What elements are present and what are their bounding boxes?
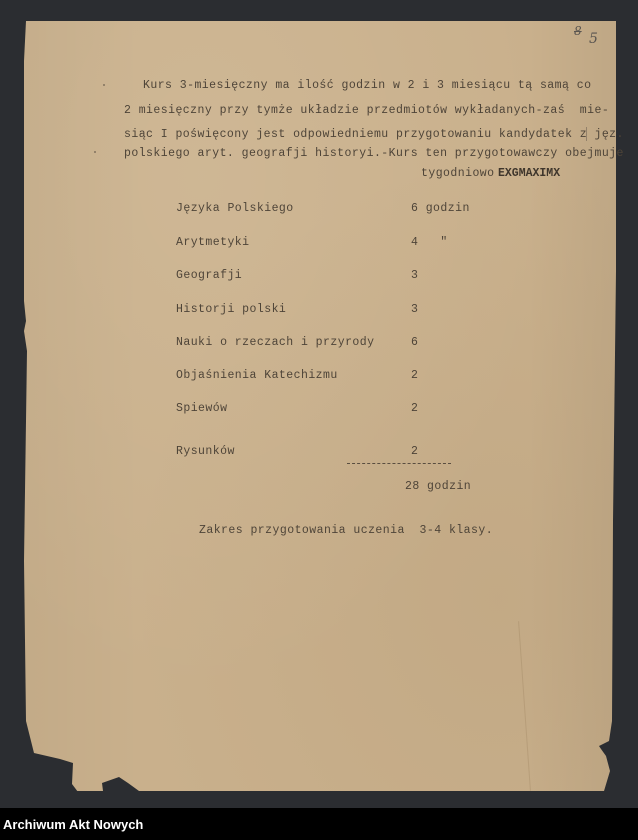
struck-out-text: EXGMAXIMX	[498, 167, 561, 180]
hours-cell: 3	[411, 269, 419, 282]
paragraph-line-2: 2 miesięczny przy tymże układzie przedmiotów wykładanych-zaś mie-	[124, 104, 610, 117]
paper-fold	[518, 621, 531, 791]
hours-cell: 4 "	[411, 236, 448, 249]
hours-cell: 2	[411, 369, 419, 382]
page-number-crossed: 8	[574, 24, 582, 38]
archive-name: Archiwum Akt Nowych	[3, 817, 144, 832]
subject-cell: Nauki o rzeczach i przyrody	[176, 336, 375, 349]
preparation-scope: Zakres przygotowania uczenia 3-4 klasy.	[199, 524, 494, 537]
sum-divider	[347, 463, 451, 464]
subject-cell: Języka Polskiego	[176, 202, 294, 215]
hours-cell: 3	[411, 303, 419, 316]
paragraph-line-4: polskiego aryt. geografji historyi.-Kurs ten przygotowawczy obejmuje	[124, 147, 624, 160]
hours-cell: 2	[411, 402, 419, 415]
subject-cell: Rysunków	[176, 445, 235, 458]
archive-footer-bar	[0, 808, 638, 840]
stray-mark	[103, 84, 105, 86]
subject-cell: Historji polski	[176, 303, 287, 316]
subject-cell: Geografji	[176, 269, 243, 282]
hours-cell: 2	[411, 445, 419, 458]
hours-cell: 6	[411, 336, 419, 349]
margin-mark	[586, 127, 587, 141]
page-number: 5	[589, 31, 598, 47]
weekly-label: tygodniowo	[421, 167, 495, 180]
total-hours: 28 godzin	[405, 480, 472, 493]
paragraph-line-3: siąc I poświęcony jest odpowiedniemu przygotowaniu kandydatek z jęz.	[124, 128, 624, 141]
subject-cell: Spiewów	[176, 402, 228, 415]
hours-cell: 6 godzin	[411, 202, 470, 215]
paragraph-line-1: Kurs 3-miesięczny ma ilość godzin w 2 i 3 miesiącu tą samą co	[143, 79, 592, 92]
subject-cell: Objaśnienia Katechizmu	[176, 369, 338, 382]
stray-mark	[94, 151, 96, 153]
subject-cell: Arytmetyki	[176, 236, 250, 249]
